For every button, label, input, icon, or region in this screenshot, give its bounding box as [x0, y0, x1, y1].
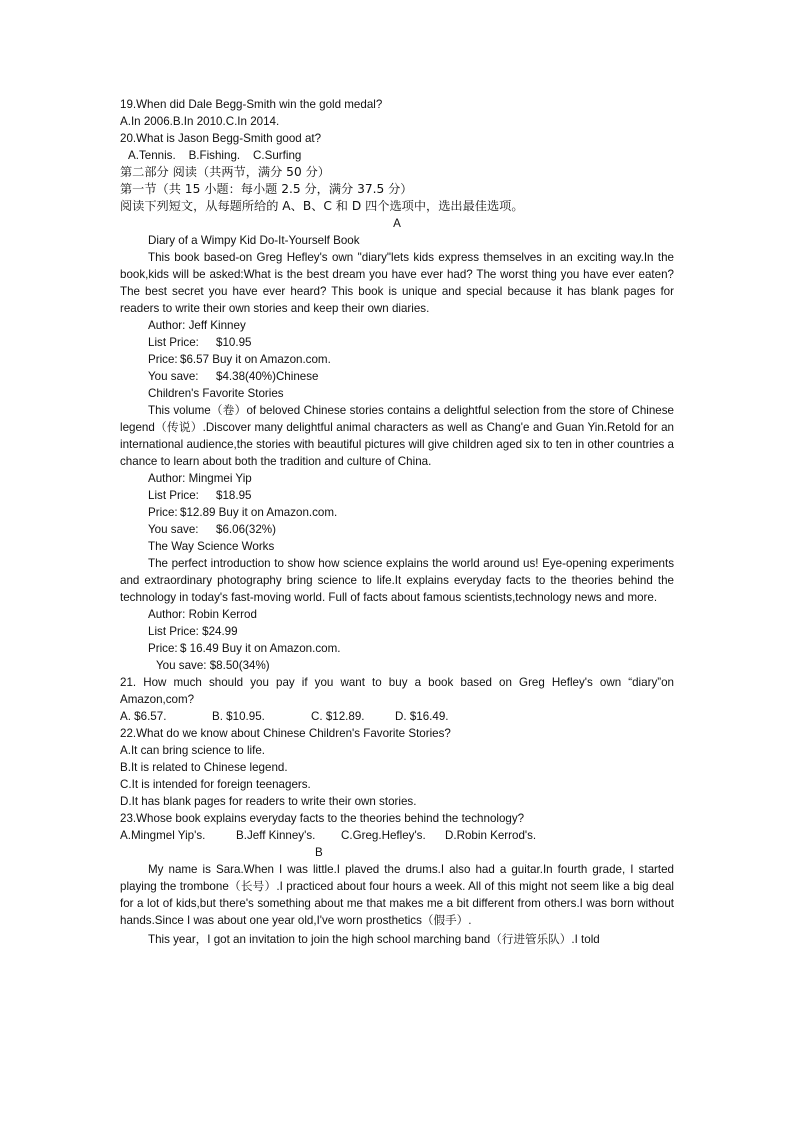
book-author: Author: Jeff Kinney [148, 319, 246, 332]
book-save [120, 368, 674, 385]
book-description: This book based-on Greg Hefley's own "diary"lets kids express themselves in an exciting way.In the book,kids will be asked:What is the best dream you have ever had? The worst thing you have ever eaten? The best secret you have ever heard? This book is unique and special because it has blank pages for readers to write their own stories and keep their own diaries. [120, 251, 674, 315]
option-c: C.It is intended for foreign teenagers. [120, 778, 311, 791]
price-value: $ 16.49 Buy it on Amazon.com. [180, 642, 341, 655]
save-value: $4.38(40%)Chinese [216, 370, 319, 383]
book-save [120, 521, 674, 538]
book-price [120, 504, 674, 521]
option-a: A.It can bring science to life. [120, 744, 265, 757]
save-value: $6.06(32%) [216, 523, 276, 536]
question-23-options [120, 827, 674, 844]
price-label: Price: [148, 642, 178, 655]
list-price-value: $18.95 [216, 489, 252, 502]
question-19: 19.When did Dale Begg-Smith win the gold medal? [120, 98, 383, 111]
list-price-label: List Price: [148, 489, 199, 502]
price-value: $12.89 Buy it on Amazon.com. [180, 506, 338, 519]
book-list-price [120, 487, 674, 504]
book-title: Children's Favorite Stories [148, 387, 284, 400]
question-23: 23.Whose book explains everyday facts to the theories behind the technology? [120, 812, 525, 825]
option-d: D.Robin Kerrod's. [445, 829, 537, 842]
book-price [120, 640, 674, 657]
passage-b-label: B [315, 846, 323, 859]
option-a: A.Mingmel Yip's. [120, 829, 206, 842]
book-description: This volume（卷）of beloved Chinese stories contains a delightful selection from the store of Chinese legend（传说）.Discover many delightful animal characters as well as Chang'e and Guan Yin.Retold for an international audience,the stories with beautiful pictures will give children aged six to ten in other countries a chance to learn about both the tradition and culture of China. [120, 404, 674, 468]
passage-b-paragraph: My name is Sara.When I was little.I plaved the drums.I also had a guitar.In fourth grade, I started playing the trombone（长号）.I practiced about four hours a week. All of this might not seem like a big deal for a lot of kids,but there's something about me that makes me a bit different from others.I was born without hands.Since I was about one year old,I've worn prosthetics（假手）. [120, 863, 674, 927]
book-save: You save: $8.50(34%) [156, 659, 270, 672]
list-price-label: List Price: [148, 336, 199, 349]
book-title: Diary of a Wimpy Kid Do-It-Yourself Book [148, 234, 360, 247]
question-19-options: A.In 2006.B.In 2010.C.In 2014. [120, 115, 280, 128]
book-price [120, 351, 674, 368]
option-d: D. $16.49. [395, 710, 449, 723]
save-label: You save: [148, 523, 199, 536]
save-label: You save: [148, 370, 199, 383]
option-b: B.Jeff Kinney's. [236, 829, 316, 842]
book-author: Author: Robin Kerrod [148, 608, 257, 621]
price-label: Price: [148, 506, 178, 519]
book-description: The perfect introduction to show how science explains the world around us! Eye-opening experiments and extraordinary photography bring science to life.It explains everyday facts to the theories behind the technology in today's fast-moving world. Full of facts about famous scientists,technology news and more. [120, 557, 674, 604]
option-b: B. $10.95. [212, 710, 265, 723]
question-21: 21. How much should you pay if you want to buy a book based on Greg Hefley's own “diary”on Amazon,com? [120, 676, 674, 706]
exam-page [120, 96, 674, 948]
book-author: Author: Mingmei Yip [148, 472, 252, 485]
option-b: B.It is related to Chinese legend. [120, 761, 288, 774]
book-list-price [120, 334, 674, 351]
question-20-options: A.Tennis. B.Fishing. C.Surfing [128, 149, 302, 162]
book-title: The Way Science Works [148, 540, 275, 553]
part-title: 第二部分 阅读（共两节，满分 50 分） [120, 165, 330, 179]
question-20: 20.What is Jason Begg-Smith good at? [120, 132, 322, 145]
list-price-value: $10.95 [216, 336, 252, 349]
price-value: $6.57 Buy it on Amazon.com. [180, 353, 331, 366]
section-title: 第一节（共 15 小题：每小题 2.5 分，满分 37.5 分） [120, 182, 413, 196]
book-list-price: List Price: $24.99 [148, 625, 238, 638]
passage-b-paragraph: This year，I got an invitation to join the high school marching band（行进管乐队）.I told [148, 933, 600, 946]
instruction: 阅读下列短文，从每题所给的 A、B、C 和 D 四个选项中，选出最佳选项。 [120, 199, 524, 213]
passage-a-label: A [393, 217, 401, 230]
option-c: C.Greg.Hefley's. [341, 829, 426, 842]
question-22: 22.What do we know about Chinese Children's Favorite Stories? [120, 727, 451, 740]
option-d: D.It has blank pages for readers to write their own stories. [120, 795, 417, 808]
option-a: A. $6.57. [120, 710, 167, 723]
question-21-options [120, 708, 674, 725]
price-label: Price: [148, 353, 178, 366]
option-c: C. $12.89. [311, 710, 365, 723]
